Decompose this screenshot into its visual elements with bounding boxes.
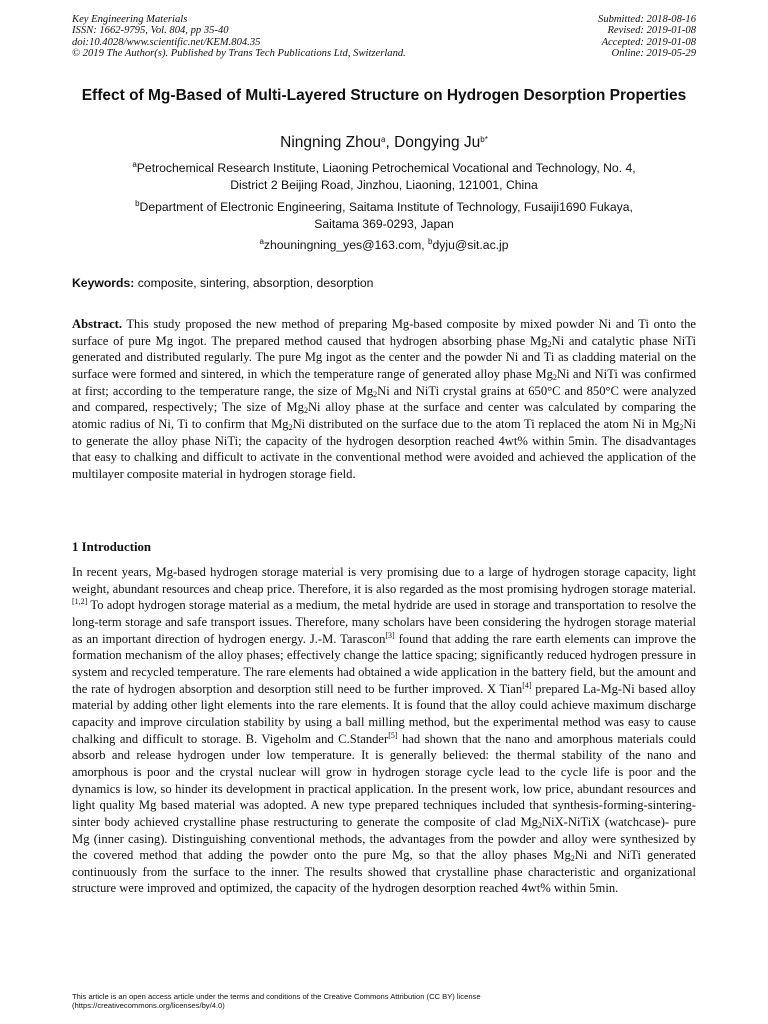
intro-text-3: found that adding the rare earth elements can improve the formation mechanism of the alloy phases; effectively change the lattice spacing; significantly reduced hydrogen pressure in system and recycled temperature. The rare elements had obtained a wide application in the battery field, but the amount and the rate of hydrogen absorption and desorption still need to be further improved. X Tian — [72, 631, 696, 696]
author-list — [72, 133, 696, 152]
subscript-2: 2 — [679, 422, 684, 432]
affiliation-a — [72, 160, 696, 194]
abstract-text-5: Ni alloy phase at the surface and center was calculated by comparing the atomic radius of Ni, Ti to confirm that Mg — [72, 400, 696, 431]
email-b[interactable]: dyju@sit.ac.jp — [432, 238, 509, 252]
abstract-text-1: This study proposed the new method of preparing Mg-based composite by mixed powder Ni and Ti onto the surface of pure Mg ingot. The prepared method caused that hydrogen absorbing phase Mg — [72, 317, 696, 348]
intro-text-6: NiX-NiTiX (watchcase)- pure Mg (inner casing). Distinguishing conventional methods, the advantages from the powder and alloy were synthesized by the covered method that adding the powder onto the pure Mg, so that the alloy phases Mg — [72, 814, 696, 863]
email-a[interactable]: zhouningning_yes@163.com, — [263, 238, 429, 252]
abstract-text-2: Ni and catalytic phase NiTi generated and distributed regularly. The pure Mg ingot as the center and the powder Ni and Ti as cladding material on the surface were formed and sintered, in which the temperature range of generated alloy phase Mg — [72, 333, 696, 381]
affiliation-b-mark: b — [135, 199, 140, 208]
section-heading-introduction: 1 Introduction — [72, 540, 152, 554]
author-2-mark: b* — [480, 135, 488, 144]
abstract-label: Abstract. — [72, 317, 123, 331]
subscript-2: 2 — [552, 372, 557, 382]
header-left — [72, 14, 406, 60]
affiliation-a-line2: District 2 Beijing Road, Jinzhou, Liaoning, 121001, China — [230, 178, 538, 192]
abstract-text-7: Ni to generate the alloy phase NiTi; the capacity of the hydrogen desorption reached 4wt% within 5min. The disadvantages that easy to chalking and difficult to activate in the conventional method were avoided and achieved the application of the multilayer composite material in hydrogen storage field. — [72, 416, 697, 481]
header-right — [598, 14, 696, 60]
affiliation-a-line1 — [72, 160, 696, 177]
submitted-date: Submitted: 2018-08-16 — [598, 14, 696, 25]
abstract-text-6: Ni distributed on the surface due to the atom Ti replaced the atom Ni in Mg — [292, 416, 680, 431]
citation-5[interactable]: [5] — [388, 730, 398, 740]
abstract — [72, 316, 696, 483]
keywords-text: composite, sintering, absorption, desorption — [134, 276, 374, 290]
subscript-2: 2 — [547, 339, 552, 349]
accepted-date: Accepted: 2019-01-08 — [601, 36, 696, 48]
subscript-2: 2 — [373, 389, 378, 399]
journal-name: Key Engineering Materials — [72, 14, 188, 25]
subscript-2: 2 — [288, 422, 293, 432]
keywords-label: Keywords: — [72, 276, 135, 290]
email-a-mark: a — [259, 237, 264, 246]
online-date: Online: 2019-05-29 — [611, 48, 696, 60]
author-separator: , — [385, 134, 395, 151]
copyright: © 2019 The Author(s). Published by Trans Tech Publications Ltd, Switzerland. — [72, 48, 406, 60]
paper-title: Effect of Mg-Based of Multi-Layered Structure on Hydrogen Desorption Properties — [81, 87, 687, 104]
affiliation-a-mark: a — [132, 160, 137, 169]
affiliation-b — [72, 199, 696, 233]
abstract-text-4: Ni and NiTi crystal grains at 650°C and 850°C were analyzed and compared, respectively; The size of Mg — [72, 383, 697, 415]
author-1-mark: a — [381, 135, 386, 144]
intro-text-5: had shown that the nano and amorphous materials could absorb and release hydrogen under low temperature. It is generally believed: the thermal stability of the nano and amorphous is poor and the crystal nuclear will grow in hydrogen storage cycle lead to the cycle life is poor and the dynamics is low, so hinder its development in practical application. In the present work, low price, abundant resources and light quality Mg based material was adopted. A new type prepared techniques included that synthesis-forming-sintering-sinter body achieved crystalline phase restructuring to generate the composite of clad Mg — [72, 731, 696, 829]
subscript-2: 2 — [303, 406, 308, 416]
abstract-text-3: Ni and NiTi was confirmed at first; according to the temperature range, the size of Mg — [72, 366, 696, 398]
intro-text-7: Ni and NiTi generated continuously from the surface to the inner. The results showed that crystalline phase characteristic and organizational structure were improved and optimized, the capacity of the hydrogen desorption reached 4wt% within 5min. — [72, 848, 696, 896]
intro-text-1: In recent years, Mg-based hydrogen storage material is very promising due to a large of hydrogen storage capacity, light weight, abundant resources and cheap price. Therefore, it is also regarded as the most promising hydrogen storage material. — [72, 565, 696, 596]
license-line: This article is an open access article under the terms and conditions of the Creative Commons Attribution (CC BY) license — [72, 992, 481, 1001]
license-footer — [72, 992, 696, 1010]
revised-date: Revised: 2019-01-08 — [607, 25, 696, 37]
citation-4[interactable]: [4] — [522, 680, 532, 690]
author-2: Dongying Ju — [394, 134, 481, 151]
email-b-mark: b — [428, 237, 433, 246]
affiliation-b-line2: Saitama 369-0293, Japan — [314, 217, 454, 231]
issn: ISSN: 1662-9795, Vol. 804, pp 35-40 — [72, 25, 229, 37]
email-line — [72, 237, 696, 254]
keywords — [72, 275, 696, 292]
intro-text-2: To adopt hydrogen storage material as a medium, the metal hydride are used in storage and transportation to resolve the long-term storage and safe transport issues. Therefore, many scholars have been considering the hydrogen storage material as an important direction of hydrogen energy. J.-M. Tarascon — [72, 598, 696, 646]
intro-text-4: prepared La-Mg-Ni based alloy material by adding other light elements into the rare elements. It is found that the alloy could achieve maximum discharge capacity and improve circulation stability by using a ball milling method, but the experimental method was easy to cause chalking and difficult to storage. B. Vigeholm and C.Stander — [72, 681, 696, 746]
subscript-2: 2 — [570, 854, 575, 864]
affiliation-b-text1: Department of Electronic Engineering, Saitama Institute of Technology, Fusaiji1690 Fukaya, — [139, 200, 633, 214]
doi: doi:10.4028/www.scientific.net/KEM.804.35 — [72, 36, 261, 48]
subscript-2: 2 — [537, 820, 542, 830]
affiliation-a-text1: Petrochemical Research Institute, Liaoning Petrochemical Vocational and Technology, No. 4, — [136, 161, 636, 175]
citation-3[interactable]: [3] — [385, 630, 395, 640]
affiliation-b-line1 — [72, 199, 696, 216]
citation-1-2[interactable]: [1,2] — [72, 597, 88, 607]
introduction-text — [72, 564, 696, 897]
author-1: Ningning Zhou — [280, 134, 381, 151]
license-url[interactable]: (https://creativecommons.org/licenses/by/4.0) — [72, 1001, 225, 1010]
